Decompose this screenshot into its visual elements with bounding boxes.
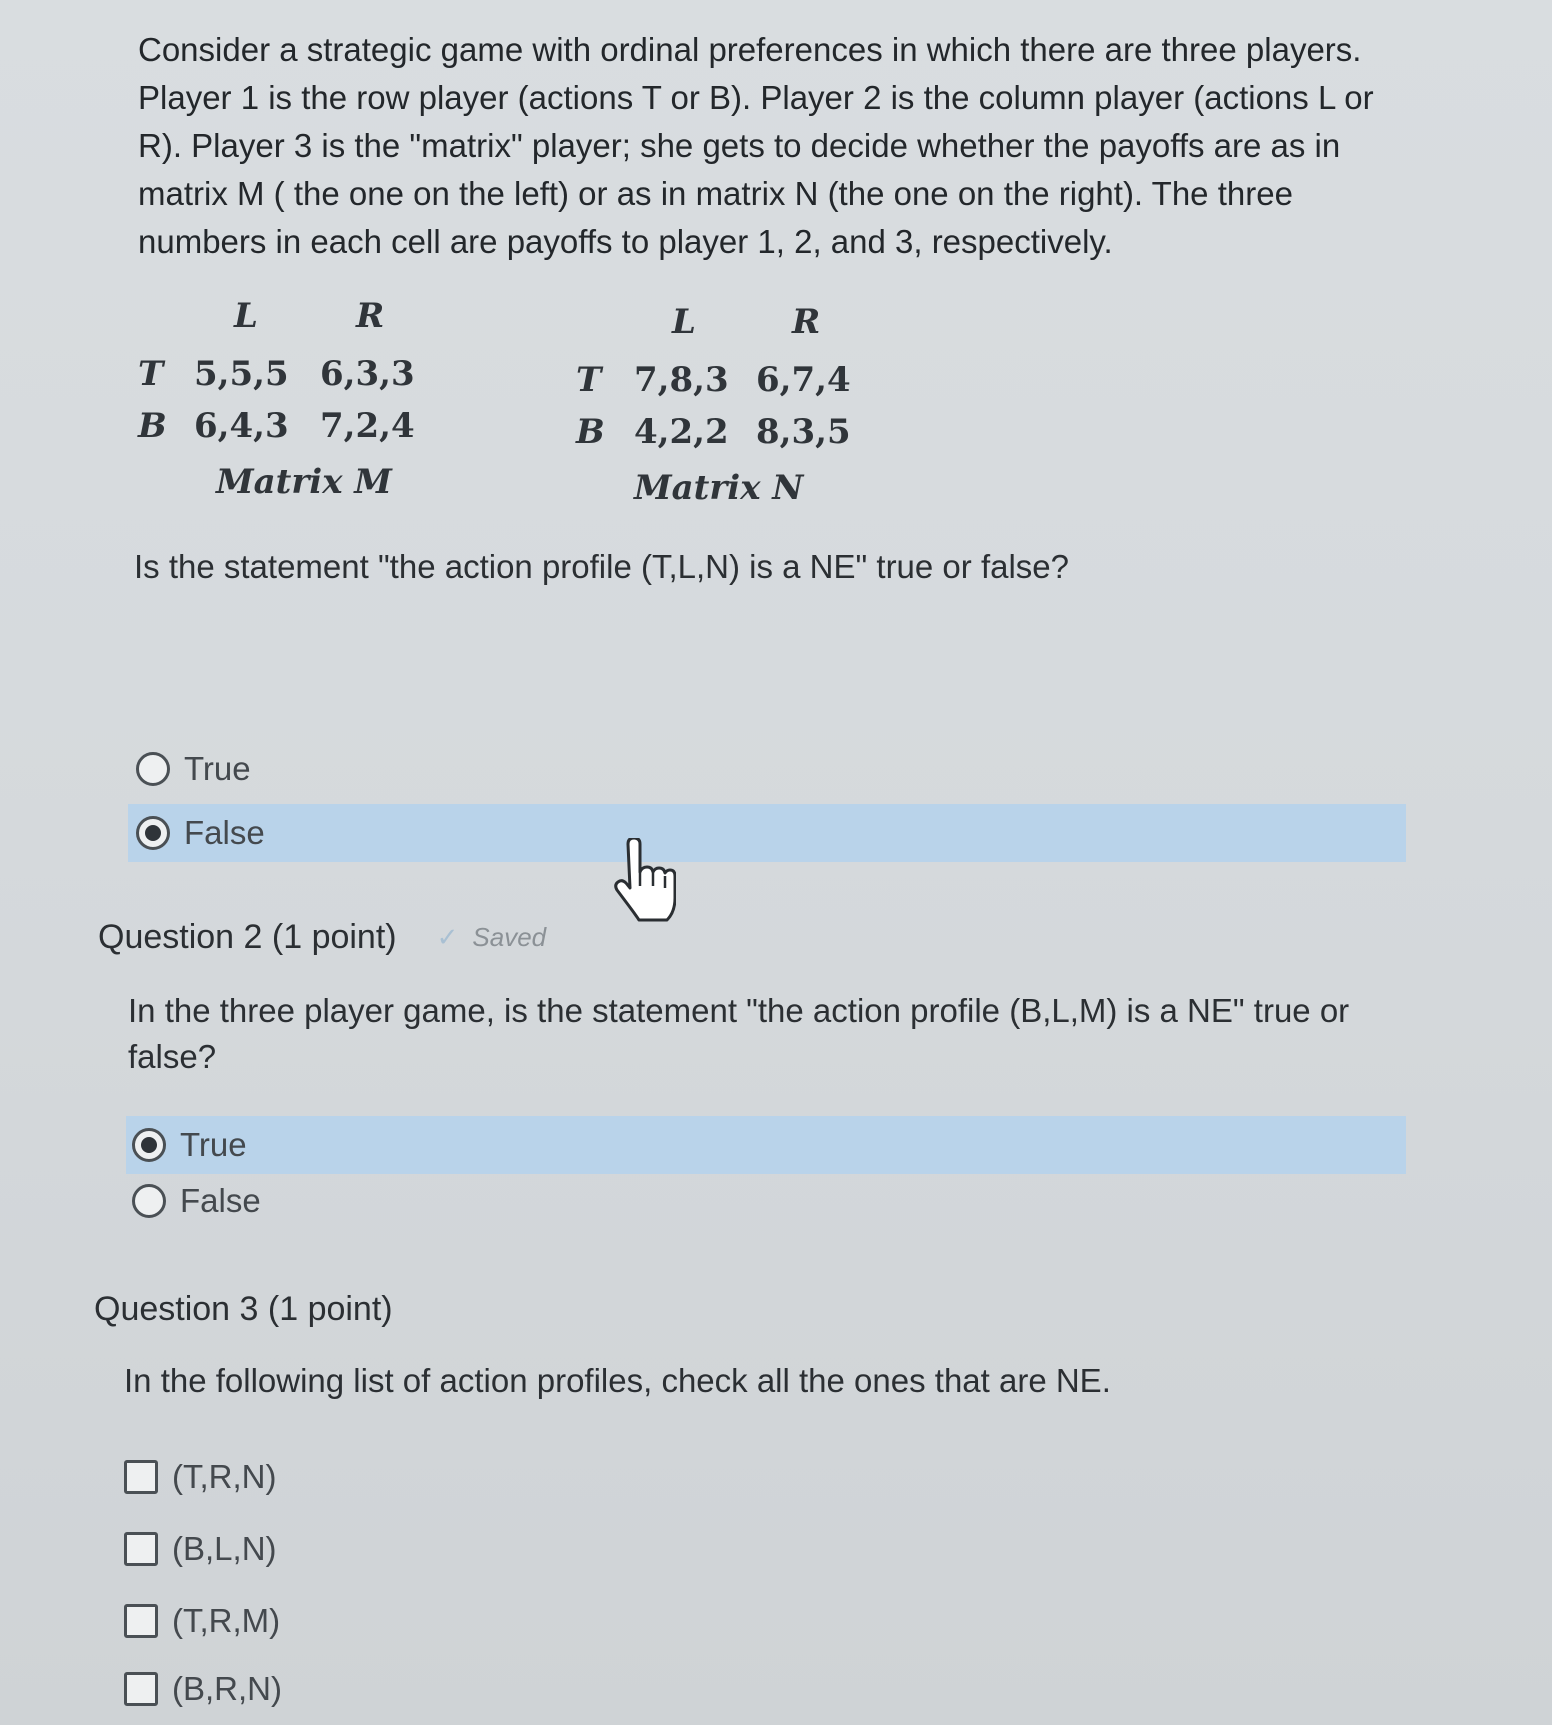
question-3-option-brn[interactable] [124, 1660, 424, 1718]
question-3-prompt: In the following list of action profiles, check all the ones that are NE. [124, 1362, 1111, 1399]
matrix-n-caption: Matrix N [634, 468, 804, 508]
question-3-header [94, 1290, 393, 1329]
matrix-n-col-r: R [792, 302, 821, 342]
question-1-option-false[interactable] [128, 804, 1406, 862]
checkbox-icon[interactable] [124, 1460, 158, 1494]
radio-button-icon[interactable] [132, 1184, 166, 1218]
matrix-n [576, 302, 876, 522]
matrix-m-cell-tr: 6,3,3 [320, 354, 415, 394]
hand-pointer-icon [612, 838, 676, 924]
matrix-m-col-l: L [234, 296, 258, 336]
question-1-option-true[interactable] [136, 740, 396, 798]
question-2-header [98, 918, 546, 957]
matrix-m-cell-tl: 5,5,5 [194, 354, 289, 394]
option-label: (T,R,N) [172, 1458, 277, 1495]
question-3-option-trm[interactable] [124, 1592, 424, 1650]
matrix-n-row-b: B [576, 412, 605, 452]
matrix-n-cell-tr: 6,7,4 [756, 360, 851, 400]
option-label: (T,R,M) [172, 1602, 281, 1639]
option-label: (B,R,N) [172, 1670, 282, 1707]
matrix-n-col-l: L [672, 302, 696, 342]
matrix-m-row-b: B [138, 406, 167, 446]
radio-button-icon[interactable] [136, 752, 170, 786]
checkbox-icon[interactable] [124, 1604, 158, 1638]
question-3-title: Question 3 (1 point) [94, 1290, 393, 1328]
question-2-option-true[interactable] [126, 1116, 1406, 1174]
question-1-prompt: Is the statement "the action profile (T,L,N) is a NE" true or false? [134, 548, 1070, 585]
saved-label: Saved [472, 922, 547, 952]
question-2-prompt: In the three player game, is the statement "the action profile (B,L,M) is a NE" true or false? [128, 992, 1350, 1075]
option-label: True [180, 1126, 247, 1163]
option-label: True [184, 750, 251, 787]
option-label: (B,L,N) [172, 1530, 277, 1567]
option-label: False [180, 1182, 261, 1219]
radio-selected-dot [141, 1137, 157, 1153]
radio-button-icon[interactable] [132, 1128, 166, 1162]
matrix-m [138, 296, 438, 516]
matrix-n-cell-bl: 4,2,2 [634, 412, 729, 452]
matrix-n-row-t: T [576, 360, 602, 400]
checkmark-icon: ✓ [436, 922, 459, 952]
radio-selected-dot [145, 825, 161, 841]
question-2-title: Question 2 (1 point) [98, 918, 397, 956]
matrix-m-cell-br: 7,2,4 [320, 406, 415, 446]
matrix-m-row-t: T [138, 354, 164, 394]
question-3-option-trn[interactable] [124, 1448, 424, 1506]
matrix-m-col-r: R [356, 296, 385, 336]
matrix-n-cell-tl: 7,8,3 [634, 360, 729, 400]
radio-button-icon[interactable] [136, 816, 170, 850]
matrix-m-cell-bl: 6,4,3 [194, 406, 289, 446]
option-label: False [184, 814, 265, 851]
saved-status [437, 922, 547, 953]
checkbox-icon[interactable] [124, 1532, 158, 1566]
checkbox-icon[interactable] [124, 1672, 158, 1706]
matrix-m-caption: Matrix M [216, 462, 392, 502]
question-2-option-false[interactable] [132, 1172, 392, 1230]
question-1-text: Consider a strategic game with ordinal preferences in which there are three players. Player 1 is the row player (actions T or B). Player 2 is the column player (actions L or R). Player 3 is the "matrix" player; she gets to decide whether the payoffs are as in matrix M ( the one on the left) or as in matrix N (the one on the right). The three numbers in each cell are payoffs to player 1, 2, and 3, respectively. [138, 31, 1374, 260]
matrix-n-cell-br: 8,3,5 [756, 412, 851, 452]
question-3-option-bln[interactable] [124, 1520, 424, 1578]
